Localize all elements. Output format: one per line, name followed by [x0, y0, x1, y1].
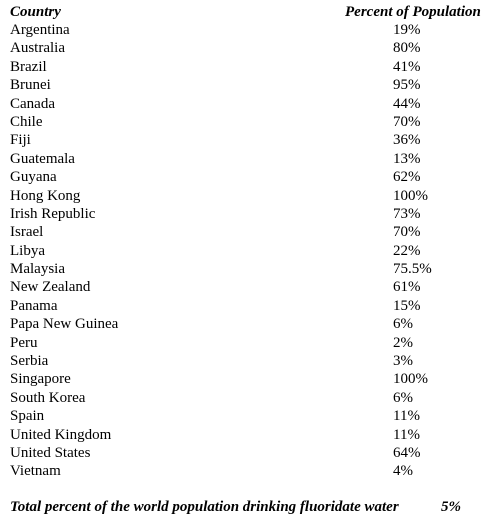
percent-cell: 6% [393, 316, 413, 333]
percent-cell: 22% [393, 242, 421, 259]
percent-column-header: Percent of Population [345, 4, 481, 20]
table-row [0, 150, 497, 168]
country-cell: United States [10, 444, 91, 461]
country-cell: Vietnam [10, 463, 61, 480]
percent-cell: 44% [393, 95, 421, 112]
country-cell: Australia [10, 40, 65, 57]
percent-cell: 70% [393, 113, 421, 130]
percent-cell: 64% [393, 444, 421, 461]
table-row [0, 278, 497, 296]
country-cell: Israel [10, 224, 44, 241]
table-row [0, 58, 497, 76]
percent-cell: 75.5% [393, 261, 432, 278]
percent-cell: 3% [393, 353, 413, 370]
percent-cell: 61% [393, 279, 421, 296]
percent-cell: 41% [393, 58, 421, 75]
percent-cell: 36% [393, 132, 421, 149]
table-row [0, 242, 497, 260]
country-cell: Guatemala [10, 150, 75, 167]
country-cell: New Zealand [10, 279, 91, 296]
percent-cell: 11% [393, 408, 420, 425]
table-row [0, 39, 497, 57]
percent-cell: 70% [393, 224, 421, 241]
table-row [0, 260, 497, 278]
country-cell: Hong Kong [10, 187, 81, 204]
table-row [0, 444, 497, 462]
country-cell: Irish Republic [10, 205, 96, 222]
table-row [0, 187, 497, 205]
percent-cell: 13% [393, 150, 421, 167]
table-row [0, 113, 497, 131]
country-cell: South Korea [10, 389, 86, 406]
percent-cell: 15% [393, 297, 421, 314]
country-cell: Panama [10, 297, 58, 314]
table-row [0, 205, 497, 223]
table-row [0, 223, 497, 241]
table-row [0, 168, 497, 186]
country-cell: Brazil [10, 58, 47, 75]
table-row [0, 334, 497, 352]
country-cell: Guyana [10, 169, 57, 186]
country-cell: Peru [10, 334, 38, 351]
table-row [0, 352, 497, 370]
country-column-header: Country [10, 4, 61, 20]
percent-cell: 19% [393, 22, 421, 38]
percent-cell: 100% [393, 371, 428, 388]
percent-cell: 100% [393, 187, 428, 204]
country-cell: Libya [10, 242, 45, 259]
table-row [0, 297, 497, 315]
table-row [0, 389, 497, 407]
country-cell: Singapore [10, 371, 71, 388]
percent-cell: 2% [393, 334, 413, 351]
footer-value: 5% [441, 499, 461, 515]
table-row [0, 315, 497, 333]
table-row [0, 426, 497, 444]
table-row [0, 95, 497, 113]
country-cell: United Kingdom [10, 426, 112, 443]
table-header-row [0, 3, 497, 21]
percent-cell: 6% [393, 389, 413, 406]
country-cell: Argentina [10, 22, 70, 38]
percent-cell: 80% [393, 40, 421, 57]
table-row [0, 462, 497, 480]
percent-cell: 11% [393, 426, 420, 443]
country-cell: Brunei [10, 77, 51, 94]
table-row [0, 407, 497, 425]
table-body [0, 21, 497, 481]
table-row [0, 131, 497, 149]
country-cell: Papa New Guinea [10, 316, 119, 333]
table-row [0, 76, 497, 94]
footer-label: Total percent of the world population drinking fluoridate water [10, 499, 399, 515]
country-cell: Chile [10, 113, 43, 130]
table-row [0, 21, 497, 39]
country-cell: Serbia [10, 353, 49, 370]
country-cell: Canada [10, 95, 55, 112]
table-row [0, 370, 497, 388]
percent-cell: 62% [393, 169, 421, 186]
percent-cell: 4% [393, 463, 413, 480]
country-cell: Malaysia [10, 261, 65, 278]
country-cell: Fiji [10, 132, 31, 149]
percent-cell: 73% [393, 205, 421, 222]
country-cell: Spain [10, 408, 45, 425]
percent-cell: 95% [393, 77, 421, 94]
